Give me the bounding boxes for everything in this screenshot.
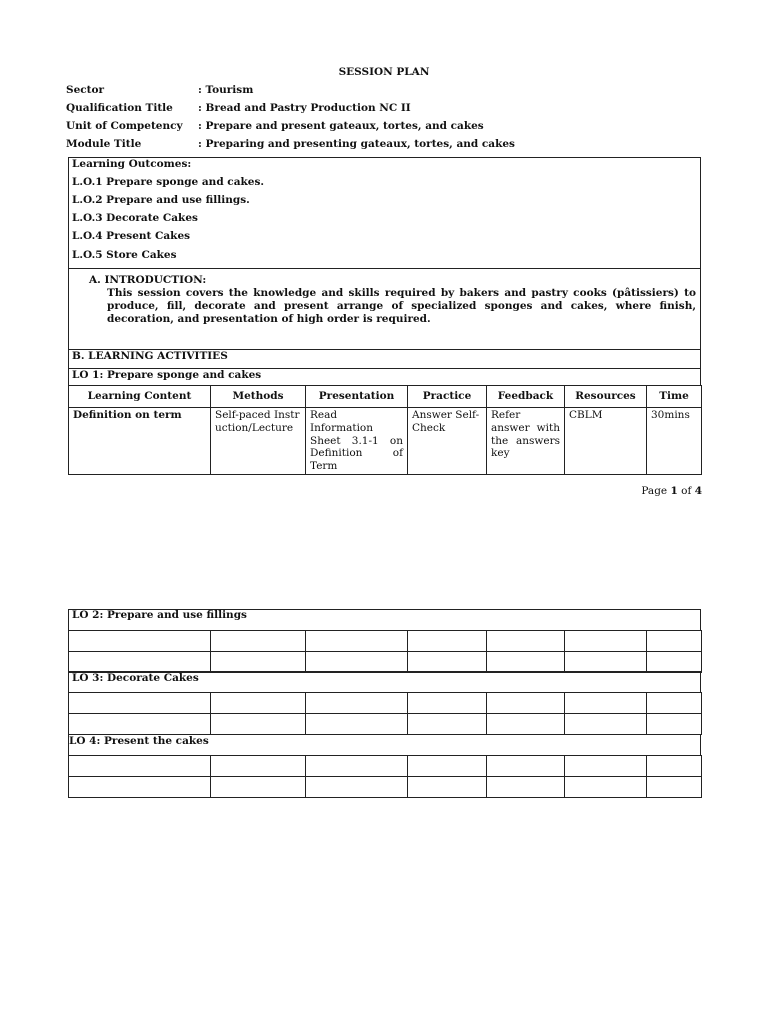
table-header-row [69, 386, 702, 408]
lo2-table [68, 630, 702, 673]
meta-value: : Tourism [198, 84, 254, 96]
meta-unit [66, 120, 484, 132]
cell-practice: Answer Self-Check [408, 408, 487, 475]
table-row [69, 777, 702, 798]
lo3-table [68, 692, 702, 735]
meta-sector [66, 84, 253, 96]
document-title: SESSION PLAN [338, 66, 430, 78]
page-prefix: Page [641, 485, 671, 497]
introduction-heading: A. INTRODUCTION: [89, 274, 207, 286]
lo3-label: LO 3: Decorate Cakes [72, 672, 199, 684]
column-header: Methods [211, 386, 306, 408]
cell-learning-content: Definition on term [69, 408, 211, 475]
cell-resources: CBLM [565, 408, 647, 475]
activities-table [68, 385, 702, 475]
cell-presentation: Read Information Sheet 3.1-1 on Definition of Term [306, 408, 408, 475]
table-row [69, 693, 702, 714]
page-current: 1 [670, 485, 678, 497]
column-header: Resources [565, 386, 647, 408]
meta-label: Qualification Title [66, 102, 173, 114]
page-number [641, 485, 702, 497]
column-header: Presentation [306, 386, 408, 408]
learning-outcome-item: L.O.3 Decorate Cakes [72, 212, 198, 224]
learning-outcomes-heading: Learning Outcomes: [72, 158, 192, 170]
table-row [69, 714, 702, 735]
column-header: Practice [408, 386, 487, 408]
column-header: Feedback [487, 386, 565, 408]
learning-activities-heading: B. LEARNING ACTIVITIES [72, 350, 228, 362]
table-row [69, 631, 702, 652]
lo4-table [68, 755, 702, 798]
meta-label: Module Title [66, 138, 142, 150]
page-total: 4 [694, 485, 702, 497]
meta-value: : Preparing and presenting gateaux, tortes, and cakes [198, 138, 515, 150]
meta-module [66, 138, 515, 150]
lo1-label: LO 1: Prepare sponge and cakes [72, 369, 262, 381]
meta-qualification [66, 102, 411, 114]
meta-value: : Bread and Pastry Production NC II [198, 102, 411, 114]
cell-feedback: Refer answer with the answers key [487, 408, 565, 475]
page-of: of [677, 485, 695, 497]
learning-outcome-item: L.O.4 Present Cakes [72, 230, 191, 242]
column-header: Learning Content [69, 386, 211, 408]
learning-outcome-item: L.O.2 Prepare and use fillings. [72, 194, 250, 206]
table-row [69, 756, 702, 777]
cell-time: 30mins [647, 408, 702, 475]
meta-label: Unit of Competency [66, 120, 183, 132]
table-row [69, 652, 702, 673]
table-row [69, 408, 702, 475]
column-header: Time [647, 386, 702, 408]
meta-value: : Prepare and present gateaux, tortes, and cakes [198, 120, 484, 132]
meta-label: Sector [66, 84, 105, 96]
introduction-text: This session covers the knowledge and skills required by bakers and pastry cooks (pâtissiers) to produce, fill, decorate and present arrange of specialized sponges and cakes, where finish, decoration, and presentation of high order is required. [107, 287, 696, 325]
lo2-label: LO 2: Prepare and use fillings [72, 609, 247, 621]
learning-outcome-item: L.O.5 Store Cakes [72, 249, 177, 261]
lo4-label: LO 4: Present the cakes [69, 735, 209, 747]
cell-methods: Self-paced Instruction/Lecture [211, 408, 306, 475]
learning-outcome-item: L.O.1 Prepare sponge and cakes. [72, 176, 265, 188]
